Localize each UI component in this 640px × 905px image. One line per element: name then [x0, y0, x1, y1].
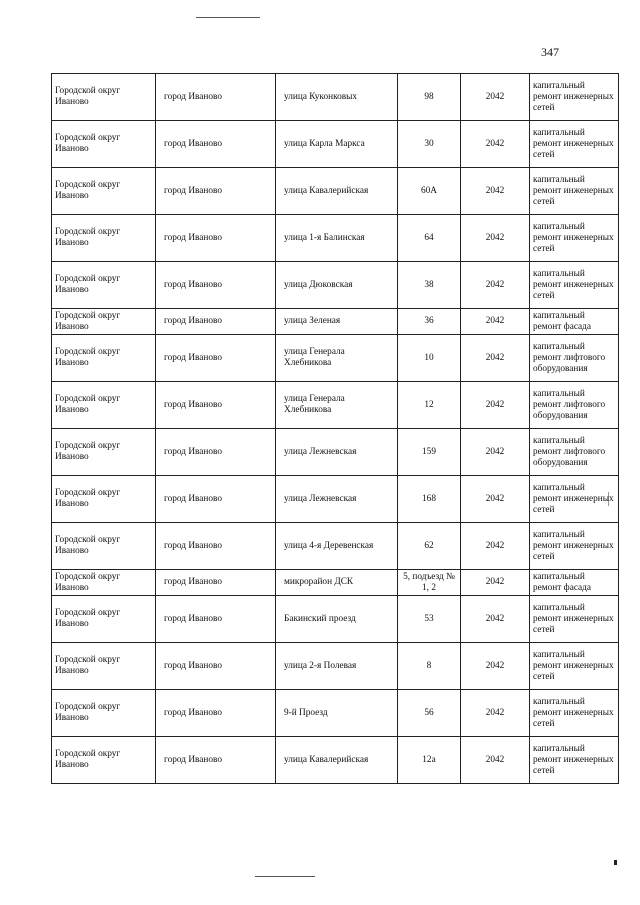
year-cell: 2042: [461, 523, 530, 570]
year-cell: 2042: [461, 737, 530, 784]
house-cell: 56: [398, 690, 461, 737]
work-cell: капитальный ремонт инженерных сетей: [530, 596, 619, 643]
street-cell: Бакинский проезд: [276, 596, 398, 643]
street-cell: улица Лежневская: [276, 476, 398, 523]
registry-table-body: [52, 74, 619, 784]
house-cell: 12а: [398, 737, 461, 784]
work-cell: капитальный ремонт фасада: [530, 309, 619, 335]
house-cell: 60А: [398, 168, 461, 215]
house-cell: 12: [398, 382, 461, 429]
work-cell: капитальный ремонт лифтового оборудования: [530, 429, 619, 476]
work-cell: капитальный ремонт инженерных сетей: [530, 121, 619, 168]
year-cell: 2042: [461, 262, 530, 309]
house-cell: 62: [398, 523, 461, 570]
city-cell: город Иваново: [156, 309, 276, 335]
district-cell: Городской округ Иваново: [52, 335, 156, 382]
table-row: [52, 643, 619, 690]
city-cell: город Иваново: [156, 215, 276, 262]
street-cell: улица Карла Маркса: [276, 121, 398, 168]
city-cell: город Иваново: [156, 476, 276, 523]
year-cell: 2042: [461, 429, 530, 476]
year-cell: 2042: [461, 643, 530, 690]
work-cell: капитальный ремонт лифтового оборудования: [530, 382, 619, 429]
house-cell: 168: [398, 476, 461, 523]
house-cell: 159: [398, 429, 461, 476]
work-cell: капитальный ремонт инженерных сетей: [530, 690, 619, 737]
city-cell: город Иваново: [156, 690, 276, 737]
district-cell: Городской округ Иваново: [52, 737, 156, 784]
table-row: [52, 570, 619, 596]
district-cell: Городской округ Иваново: [52, 643, 156, 690]
house-cell: 30: [398, 121, 461, 168]
table-row: [52, 429, 619, 476]
street-cell: микрорайон ДСК: [276, 570, 398, 596]
work-cell: капитальный ремонт инженерных сетей: [530, 523, 619, 570]
top-rule: [196, 17, 260, 18]
house-cell: 53: [398, 596, 461, 643]
table-row: [52, 262, 619, 309]
table-row: [52, 215, 619, 262]
city-cell: город Иваново: [156, 570, 276, 596]
city-cell: город Иваново: [156, 335, 276, 382]
table-row: [52, 168, 619, 215]
year-cell: 2042: [461, 215, 530, 262]
house-cell: 8: [398, 643, 461, 690]
city-cell: город Иваново: [156, 121, 276, 168]
street-cell: улица Зеленая: [276, 309, 398, 335]
district-cell: Городской округ Иваново: [52, 523, 156, 570]
district-cell: Городской округ Иваново: [52, 690, 156, 737]
district-cell: Городской округ Иваново: [52, 596, 156, 643]
table-row: [52, 476, 619, 523]
city-cell: город Иваново: [156, 74, 276, 121]
city-cell: город Иваново: [156, 643, 276, 690]
house-cell: 5, подъезд № 1, 2: [398, 570, 461, 596]
house-cell: 98: [398, 74, 461, 121]
district-cell: Городской округ Иваново: [52, 382, 156, 429]
corner-mark: [614, 860, 617, 865]
house-cell: 10: [398, 335, 461, 382]
work-cell: капитальный ремонт инженерных сетей: [530, 476, 619, 523]
year-cell: 2042: [461, 121, 530, 168]
year-cell: 2042: [461, 309, 530, 335]
city-cell: город Иваново: [156, 596, 276, 643]
year-cell: 2042: [461, 382, 530, 429]
street-cell: улица Кавалерийская: [276, 737, 398, 784]
city-cell: город Иваново: [156, 429, 276, 476]
district-cell: Городской округ Иваново: [52, 309, 156, 335]
table-row: [52, 309, 619, 335]
city-cell: город Иваново: [156, 523, 276, 570]
street-cell: улица Кавалерийская: [276, 168, 398, 215]
table-row: [52, 596, 619, 643]
year-cell: 2042: [461, 335, 530, 382]
city-cell: город Иваново: [156, 262, 276, 309]
street-cell: улица Лежневская: [276, 429, 398, 476]
table-row: [52, 523, 619, 570]
work-cell: капитальный ремонт инженерных сетей: [530, 643, 619, 690]
house-cell: 38: [398, 262, 461, 309]
year-cell: 2042: [461, 476, 530, 523]
street-cell: улица Куконковых: [276, 74, 398, 121]
table-row: [52, 737, 619, 784]
district-cell: Городской округ Иваново: [52, 476, 156, 523]
year-cell: 2042: [461, 570, 530, 596]
table-row: [52, 74, 619, 121]
table-row: [52, 690, 619, 737]
street-cell: улица 1-я Балинская: [276, 215, 398, 262]
year-cell: 2042: [461, 74, 530, 121]
city-cell: город Иваново: [156, 737, 276, 784]
street-cell: улица 4-я Деревенская: [276, 523, 398, 570]
year-cell: 2042: [461, 690, 530, 737]
city-cell: город Иваново: [156, 168, 276, 215]
district-cell: Городской округ Иваново: [52, 168, 156, 215]
district-cell: Городской округ Иваново: [52, 429, 156, 476]
district-cell: Городской округ Иваново: [52, 262, 156, 309]
table-row: [52, 382, 619, 429]
table-row: [52, 121, 619, 168]
work-cell: капитальный ремонт лифтового оборудования: [530, 335, 619, 382]
street-cell: улица 2-я Полевая: [276, 643, 398, 690]
work-cell: капитальный ремонт фасада: [530, 570, 619, 596]
bottom-rule: [255, 876, 315, 877]
work-cell: капитальный ремонт инженерных сетей: [530, 215, 619, 262]
work-cell: капитальный ремонт инженерных сетей: [530, 168, 619, 215]
house-cell: 64: [398, 215, 461, 262]
year-cell: 2042: [461, 596, 530, 643]
district-cell: Городской округ Иваново: [52, 215, 156, 262]
street-cell: 9-й Проезд: [276, 690, 398, 737]
city-cell: город Иваново: [156, 382, 276, 429]
district-cell: Городской округ Иваново: [52, 74, 156, 121]
district-cell: Городской округ Иваново: [52, 570, 156, 596]
page-number: 347: [541, 45, 559, 59]
house-cell: 36: [398, 309, 461, 335]
year-cell: 2042: [461, 168, 530, 215]
registry-table: [51, 73, 619, 784]
street-cell: улица Генерала Хлебникова: [276, 335, 398, 382]
work-cell: капитальный ремонт инженерных сетей: [530, 74, 619, 121]
street-cell: улица Дюковская: [276, 262, 398, 309]
district-cell: Городской округ Иваново: [52, 121, 156, 168]
work-cell: капитальный ремонт инженерных сетей: [530, 262, 619, 309]
table-row: [52, 335, 619, 382]
work-cell: капитальный ремонт инженерных сетей: [530, 737, 619, 784]
street-cell: улица Генерала Хлебникова: [276, 382, 398, 429]
